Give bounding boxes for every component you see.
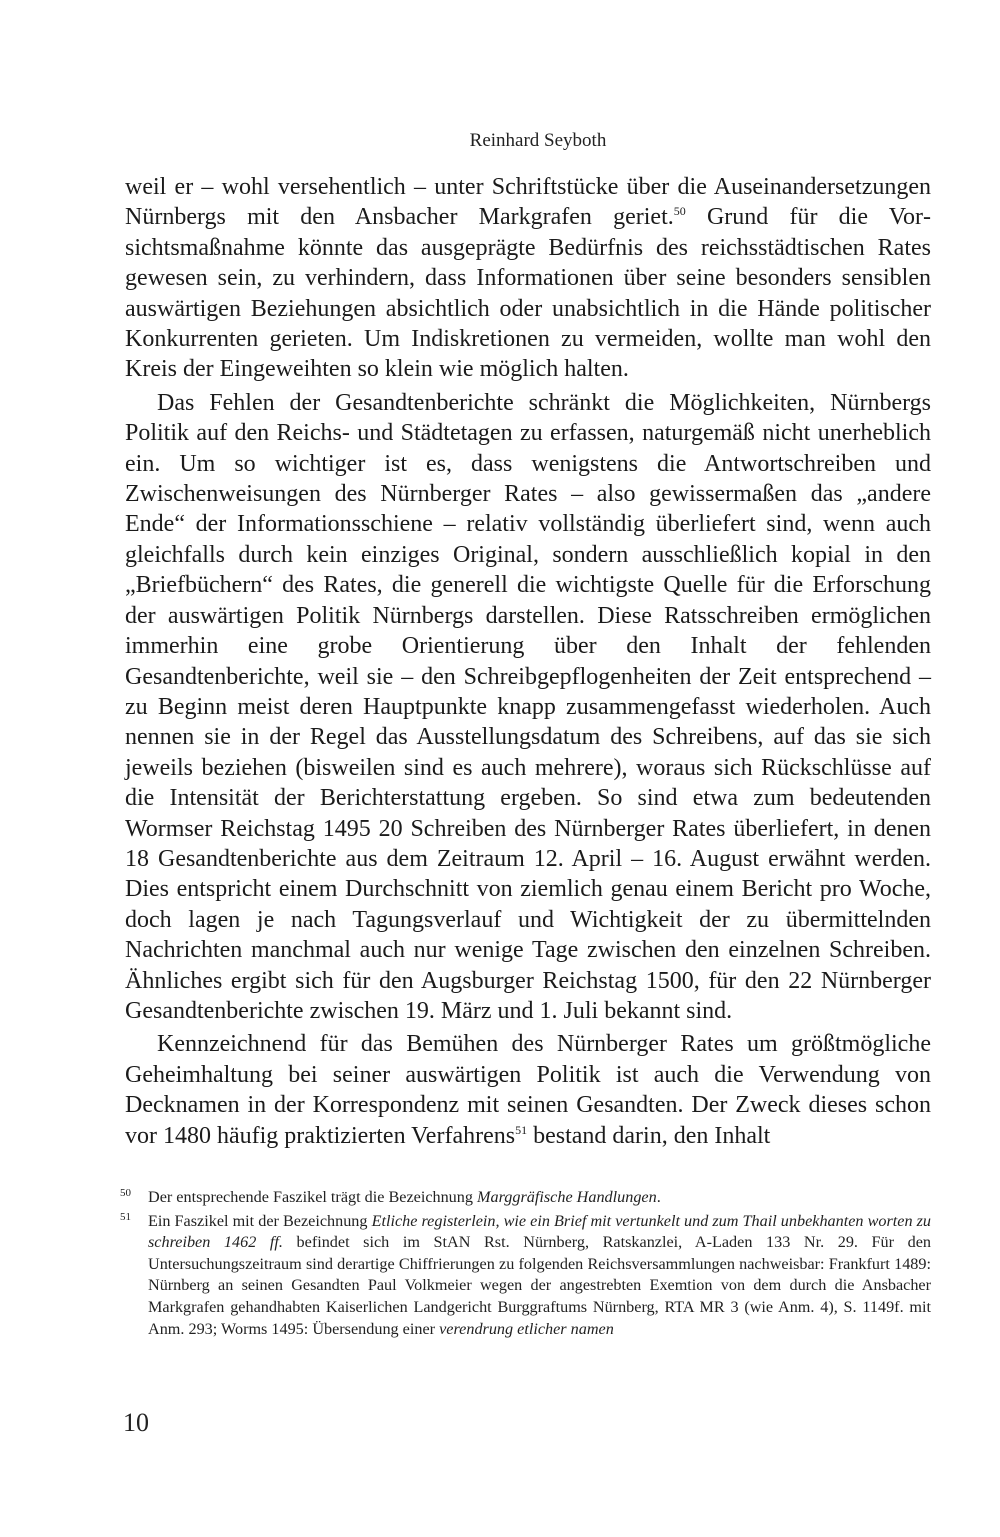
footnote-ref: 51 <box>515 1122 528 1137</box>
footnote-text: Der entsprechende Faszikel trägt die Bezeichnung <box>148 1188 478 1206</box>
footnote <box>120 1211 931 1341</box>
paragraph-text: bestand darin, den Inhalt <box>527 1122 771 1149</box>
footnote-text: . <box>656 1188 661 1206</box>
paragraph-text: Das Fehlen der Gesandtenberichte schränkt die Möglichkeiten, Nürnbergs Politik auf den Reichs- und Städtetagen zu erfassen, naturgemäß nicht unerheblich ein. Um so wichtiger ist es, dass wenigstens die Antwortschreiben und Zwischenweisungen des Nürnberger Rates – also gewissermaßen das „andere Ende“ der Informationsschiene – relativ vollständig überliefert sind, wenn auch gleichfalls durch kein einziges Original, sondern ausschließlich kopial in den „Briefbüchern“ des Rates, die generell die wichtigste Quelle für die Erforschung der auswärtigen Politik Nürnbergs darstellen. Diese Ratsschreiben ermöglichen immerhin eine grobe Orientierung über den Inhalt der fehlenden Gesandtenberichte, weil sie – den Schreibgepflogenheiten der Zeit entsprechend – zu Beginn meist deren Hauptpunkte knapp zusammengefasst wiederholen. Auch nennen sie in der Regel das Ausstellungsdatum des Schreibens, auf das sie sich jeweils beziehen (bisweilen sind es auch mehrere), woraus sich Rückschlüsse auf die Intensität der Berichterstattung ergeben. So sind etwa zum bedeutenden Wormser Reichstag 1495 20 Schreiben des Nürnberger Rates überliefert, in denen 18 Gesandtenberichte aus dem Zeitraum 12. April – 16. August erwähnt werden. Dies entspricht einem Durchschnitt von ziemlich genau einem Bericht pro Woche, doch lagen je nach Tagungsverlauf und Wichtigkeit der zu übermittelnden Nachrichten manchmal auch nur wenige Tage zwischen den einzelnen Schreiben. Ähnliches ergibt sich für den Augsburger Reichstag 1500, für den 22 Nürnberger Gesandtenberichte zwischen 19. März und 1. Juli bekannt sind. <box>125 389 931 1024</box>
footnote-italic-title: Marggräfische Handlungen <box>477 1188 657 1206</box>
paragraph-text: weil er – wohl versehentlich – unter Schriftstücke über die Auseinandersetzungen Nürnbergs mit den Ansbacher Markgrafen geriet. <box>125 174 931 231</box>
running-head: Reinhard Seyboth <box>469 130 607 151</box>
body-paragraph <box>125 1029 931 1151</box>
footnote-number: 51 <box>120 1210 131 1223</box>
footnote-number: 50 <box>120 1187 131 1199</box>
footnote-text: befindet sich im StAN Rst. Nürnberg, Ratskanzlei, A-Laden 133 Nr. 29. Für den Untersuchungszeitraum sind derartige Chiffrierungen zu folgenden Reichsversammlungen nachweisbar: Frankfurt 1489: Nürnberg an seinen Gesandten Paul Volkmeier wegen der angestrebten Exemtion von dem durch die Ansbacher Markgrafen gehandhabten Kaiserlichen Landgericht Burggraftums Nürnberg, RTA MR 3 (wie Anm. 4), S. 1149f. mit Anm. 293; Worms 1495: Übersendung einer <box>148 1233 932 1338</box>
footnote <box>120 1187 931 1209</box>
footnote-text: Ein Faszikel mit der Bezeichnung <box>148 1211 372 1230</box>
body-paragraph <box>125 172 931 385</box>
page-number: 10 <box>123 1408 149 1437</box>
footnote-italic-title: Etliche registerlein, wie ein Brief mit vertunkelt und zum Thail unbekhanten worten zu schreiben 1462 ff. <box>148 1211 932 1252</box>
paragraph-text: Kennzeichnend für das Bemühen des Nürnberger Rates um größtmögliche Geheimhaltung bei seiner auswärtigen Politik ist auch die Verwendung von Decknamen in der Korrespondenz mit seinen Gesandten. Der Zweck dieses schon vor 1480 häufig praktizierten Verfahrens <box>125 1031 931 1149</box>
main-text <box>125 172 931 1151</box>
body-paragraph <box>125 388 931 1027</box>
footnotes <box>120 1187 931 1342</box>
footnote-ref: 50 <box>673 204 686 219</box>
paragraph-text: Grund für die Vorsichtsmaßnahme könnte das ausgeprägte Bedürfnis des reichsstädtischen Rates gewesen sein, zu verhindern, dass Informationen über seine besonders sensiblen auswärtigen Beziehungen absichtlich oder unabsichtlich in die Hände politischer Konkurrenten gerieten. Um Indiskretionen zu vermeiden, wollte man wohl den Kreis der Eingeweihten so klein wie möglich halten. <box>125 204 931 383</box>
footnote-italic-title: verendrung etlicher namen <box>439 1319 614 1338</box>
